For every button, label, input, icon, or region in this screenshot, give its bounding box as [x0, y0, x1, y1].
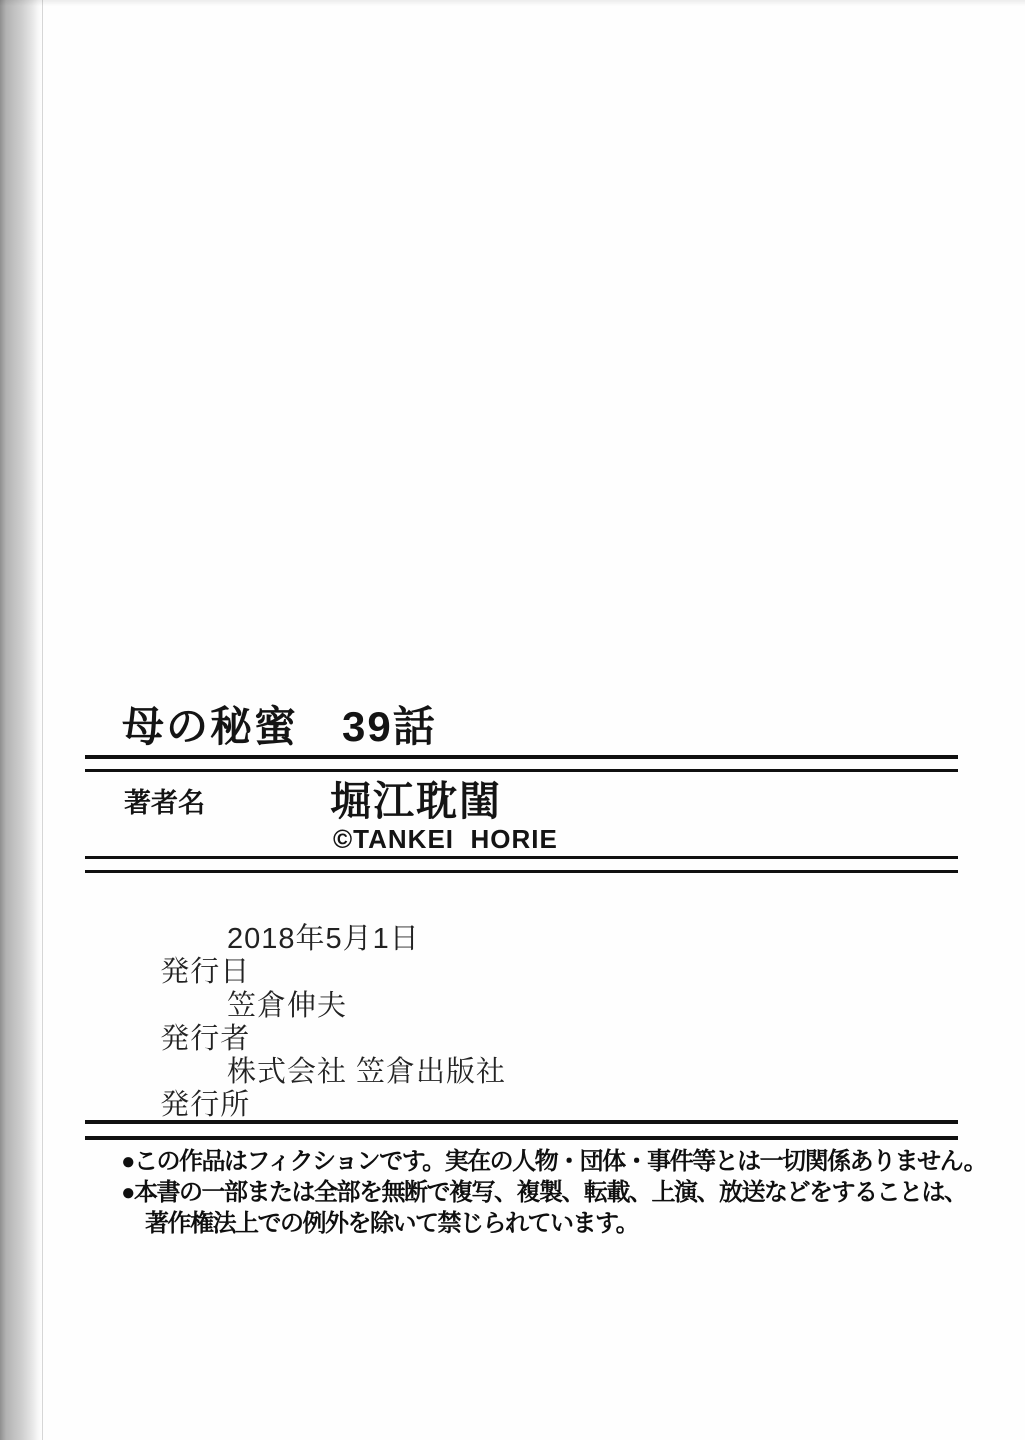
publisher-value: 笠倉伸夫 — [227, 990, 348, 1022]
publisher-label: 発行者 — [160, 1023, 251, 1055]
divider-double-rule-middle — [85, 856, 958, 873]
page-edge-shadow — [0, 0, 43, 1440]
divider-double-rule-bottom — [85, 1120, 958, 1140]
disclaimer-line-reproduction: ●本書の一部または全部を無断で複写、複製、転載、上演、放送などをすることは、 — [121, 1179, 967, 1206]
publishing-office-value: 株式会社 笠倉出版社 — [227, 1056, 507, 1088]
legal-disclaimer — [121, 1146, 987, 1239]
publication-date-label: 発行日 — [160, 956, 251, 988]
publication-date-value: 2018年5月1日 — [227, 923, 420, 955]
disclaimer-line-fiction: ●この作品はフィクションです。実在の人物・団体・事件等とは一切関係ありません。 — [121, 1148, 987, 1175]
publishing-office-label: 発行所 — [160, 1089, 251, 1121]
author-name: 堀江耽閨 — [330, 778, 502, 824]
disclaimer-line-copyright-law: 著作権法上での例外を除いて禁じられています。 — [145, 1210, 639, 1237]
author-label: 著者名 — [124, 788, 205, 818]
book-title: 母の秘蜜 39話 — [122, 703, 437, 750]
divider-double-rule-top — [85, 755, 958, 772]
copyright-line: ©TANKEI HORIE — [333, 824, 558, 854]
page-top-shadow — [0, 0, 1025, 6]
